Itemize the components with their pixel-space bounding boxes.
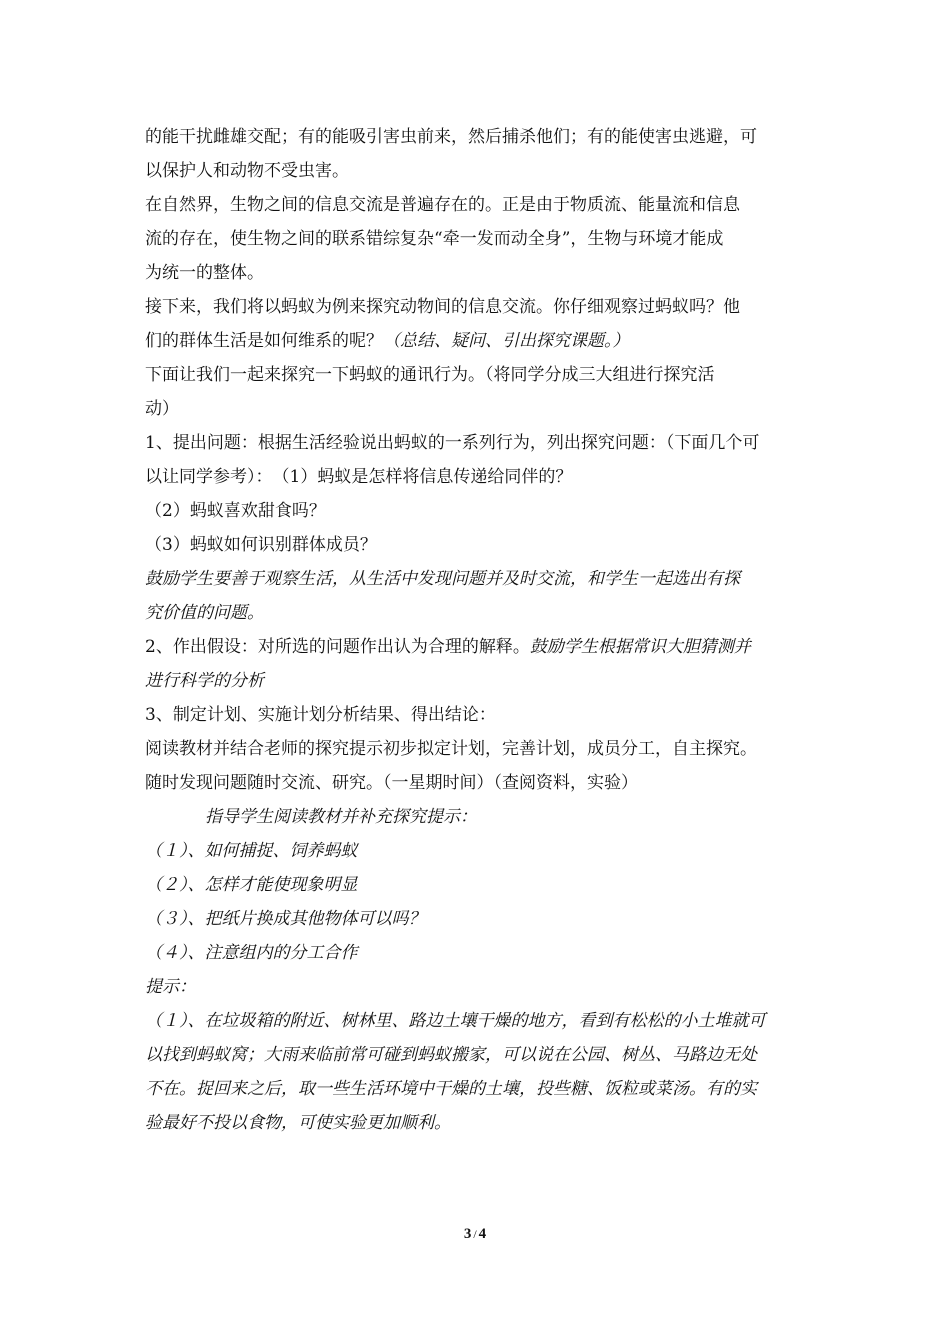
italic-line: 进行科学的分析 bbox=[145, 671, 264, 691]
text-line: 阅读教材并结合老师的探究提示初步拟定计划，完善计划，成员分工，自主探究。 bbox=[145, 739, 757, 759]
page-current: 3 bbox=[463, 1226, 472, 1242]
text-line: 以保护人和动物不受虫害。 bbox=[145, 161, 349, 181]
text-span: 2、作出假设：对所选的问题作出认为合理的解释。 bbox=[145, 637, 530, 657]
text-line: 3、制定计划、实施计划分析结果、得出结论： bbox=[145, 705, 496, 725]
italic-line: 不在。捉回来之后，取一些生活环境中干燥的土壤，投些糖、饭粒或菜汤。有的实 bbox=[145, 1079, 757, 1099]
text-line bbox=[145, 324, 815, 358]
text-line: （2）蚂蚁喜欢甜食吗？ bbox=[145, 501, 326, 521]
italic-line: （１）、在垃圾箱的附近、树林里、路边土壤干燥的地方，看到有松松的小土堆就可 bbox=[145, 1011, 766, 1031]
page-total: 4 bbox=[478, 1226, 487, 1242]
text-line: （3）蚂蚁如何识别群体成员？ bbox=[145, 535, 377, 555]
text-line: 在自然界，生物之间的信息交流是普遍存在的。正是由于物质流、能量流和信息 bbox=[145, 195, 740, 215]
text-line bbox=[145, 630, 815, 664]
italic-note: （总结、疑问、引出探究课题。） bbox=[383, 331, 630, 351]
italic-line: （４）、注意组内的分工合作 bbox=[145, 943, 358, 963]
italic-line: 提示： bbox=[145, 977, 196, 997]
text-line: 流的存在，使生物之间的联系错综复杂“牵一发而动全身”，生物与环境才能成 bbox=[145, 229, 724, 249]
text-line: 动） bbox=[145, 399, 179, 419]
text-line: 接下来，我们将以蚂蚁为例来探究动物间的信息交流。你仔细观察过蚂蚁吗？他 bbox=[145, 297, 740, 317]
document-body bbox=[145, 120, 815, 1140]
page-separator: / bbox=[473, 1227, 477, 1241]
text-line: 为统一的整体。 bbox=[145, 263, 264, 283]
text-line: 1、提出问题：根据生活经验说出蚂蚁的一系列行为，列出探究问题：（下面几个可 bbox=[145, 433, 760, 453]
italic-line: 鼓励学生要善于观察生活，从生活中发现问题并及时交流，和学生一起选出有探 bbox=[145, 569, 740, 589]
italic-line: 验最好不投以食物，可使实验更加顺利。 bbox=[145, 1113, 451, 1133]
italic-line: （１）、如何捕捉、饲养蚂蚁 bbox=[145, 841, 358, 861]
italic-note: 鼓励学生根据常识大胆猜测并 bbox=[529, 637, 751, 657]
italic-line: （３）、把纸片换成其他物体可以吗？ bbox=[145, 909, 426, 929]
italic-line: （２）、怎样才能使现象明显 bbox=[145, 875, 358, 895]
text-line: 以让同学参考）： （1）蚂蚁是怎样将信息传递给同伴的？ bbox=[145, 467, 573, 487]
text-line: 的能干扰雌雄交配；有的能吸引害虫前来，然后捕杀他们；有的能使害虫逃避，可 bbox=[145, 127, 757, 147]
text-span: 们的群体生活是如何维系的呢？ bbox=[145, 331, 383, 351]
text-line: 随时发现问题随时交流、研究。（一星期时间）（查阅资料，实验） bbox=[145, 773, 638, 793]
italic-line: 指导学生阅读教材并补充探究提示： bbox=[205, 807, 477, 827]
italic-line: 以找到蚂蚁窝；大雨来临前常可碰到蚂蚁搬家，可以说在公园、树丛、马路边无处 bbox=[145, 1045, 757, 1065]
page-number bbox=[0, 1226, 950, 1243]
italic-line: 究价值的问题。 bbox=[145, 603, 264, 623]
text-line: 下面让我们一起来探究一下蚂蚁的通讯行为。（将同学分成三大组进行探究活 bbox=[145, 365, 715, 385]
